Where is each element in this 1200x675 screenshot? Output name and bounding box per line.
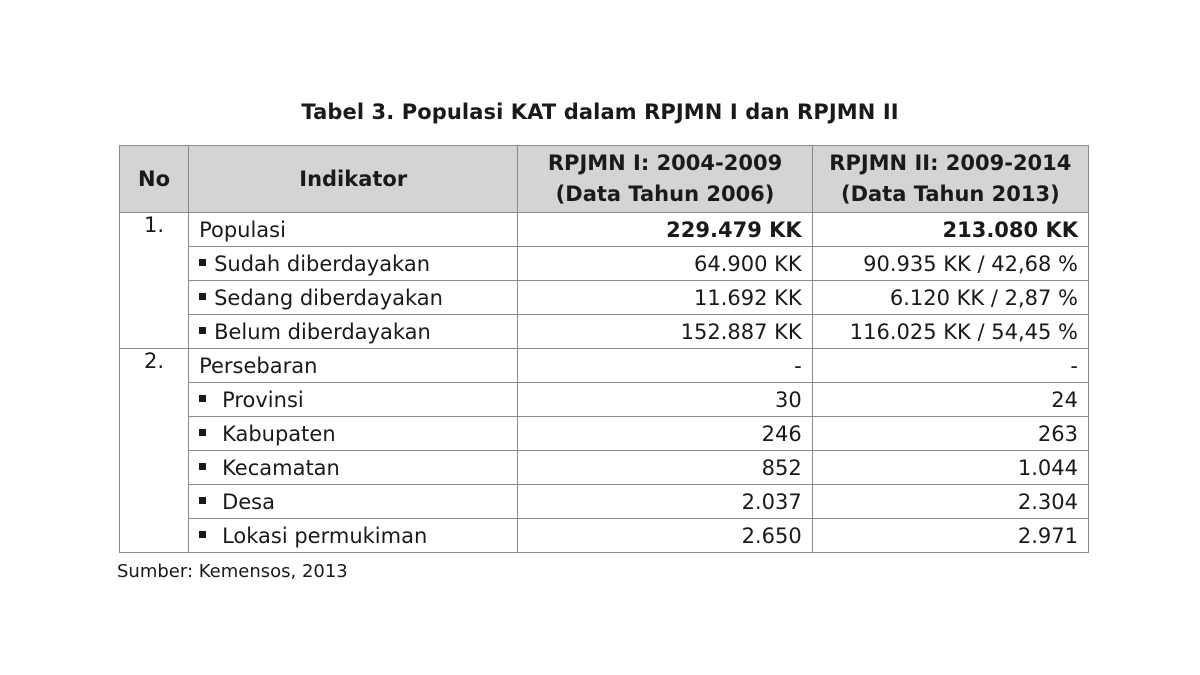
header-rpjmn-2-data-year: (Data Tahun 2013) [840,182,1060,206]
row-label-cell [189,417,518,451]
group-number: 1. [120,213,189,349]
group-number: 2. [120,349,189,553]
row-label-cell [189,519,518,553]
row-value-rpjmn-1: 852 [518,451,812,485]
row-value-rpjmn-1: - [518,349,812,383]
bullet-icon [199,293,206,300]
row-value-rpjmn-1: 246 [518,417,812,451]
source-note: Sumber: Kemensos, 2013 [117,561,348,582]
row-label-cell [189,281,518,315]
row-value-rpjmn-1: 229.479 KK [518,213,812,247]
row-value-rpjmn-2: 1.044 [812,451,1088,485]
table-row [120,349,1089,383]
row-value-rpjmn-1: 2.037 [518,485,812,519]
bullet-icon [199,395,206,402]
row-label: Sedang diberdayakan [214,285,443,310]
table-header-row [120,146,1089,213]
bullet-icon [199,497,206,504]
row-value-rpjmn-2: 2.971 [812,519,1088,553]
header-rpjmn-1-period: RPJMN I: 2004-2009 [547,151,783,175]
row-value-rpjmn-2: 6.120 KK / 2,87 % [812,281,1088,315]
row-label-cell [189,383,518,417]
table-row [120,315,1089,349]
row-value-rpjmn-2: 263 [812,417,1088,451]
header-indikator: Indikator [189,146,518,213]
row-label-cell [189,451,518,485]
row-value-rpjmn-2: 116.025 KK / 54,45 % [812,315,1088,349]
table-row [120,519,1089,553]
row-label: Sudah diberdayakan [214,251,431,276]
row-label: Kabupaten [222,421,336,446]
row-value-rpjmn-1: 11.692 KK [518,281,812,315]
row-label: Belum diberdayakan [214,319,431,344]
row-label-cell [189,485,518,519]
row-label: Desa [222,489,275,514]
row-label-cell [189,315,518,349]
row-label: Provinsi [222,387,304,412]
row-value-rpjmn-1: 30 [518,383,812,417]
row-value-rpjmn-2: 213.080 KK [812,213,1088,247]
row-label: Lokasi permukiman [222,523,428,548]
row-label: Populasi [189,213,518,247]
header-no: No [120,146,189,213]
table-row [120,281,1089,315]
row-value-rpjmn-1: 64.900 KK [518,247,812,281]
row-value-rpjmn-1: 152.887 KK [518,315,812,349]
row-value-rpjmn-1: 2.650 [518,519,812,553]
row-value-rpjmn-2: 2.304 [812,485,1088,519]
row-value-rpjmn-2: - [812,349,1088,383]
row-label: Kecamatan [222,455,340,480]
header-rpjmn-2 [812,146,1088,213]
row-value-rpjmn-2: 90.935 KK / 42,68 % [812,247,1088,281]
header-rpjmn-2-period: RPJMN II: 2009-2014 [829,151,1072,175]
row-label: Persebaran [189,349,518,383]
row-value-rpjmn-2: 24 [812,383,1088,417]
bullet-icon [199,429,206,436]
table-row [120,383,1089,417]
header-rpjmn-1-data-year: (Data Tahun 2006) [555,182,775,206]
table-row [120,417,1089,451]
bullet-icon [199,259,206,266]
header-rpjmn-1 [518,146,812,213]
population-table [119,145,1089,553]
table-row [120,485,1089,519]
table-row [120,213,1089,247]
bullet-icon [199,531,206,538]
bullet-icon [199,327,206,334]
table-row [120,451,1089,485]
row-label-cell [189,247,518,281]
bullet-icon [199,463,206,470]
table-title: Tabel 3. Populasi KAT dalam RPJMN I dan RPJMN II [301,100,899,124]
table-row [120,247,1089,281]
